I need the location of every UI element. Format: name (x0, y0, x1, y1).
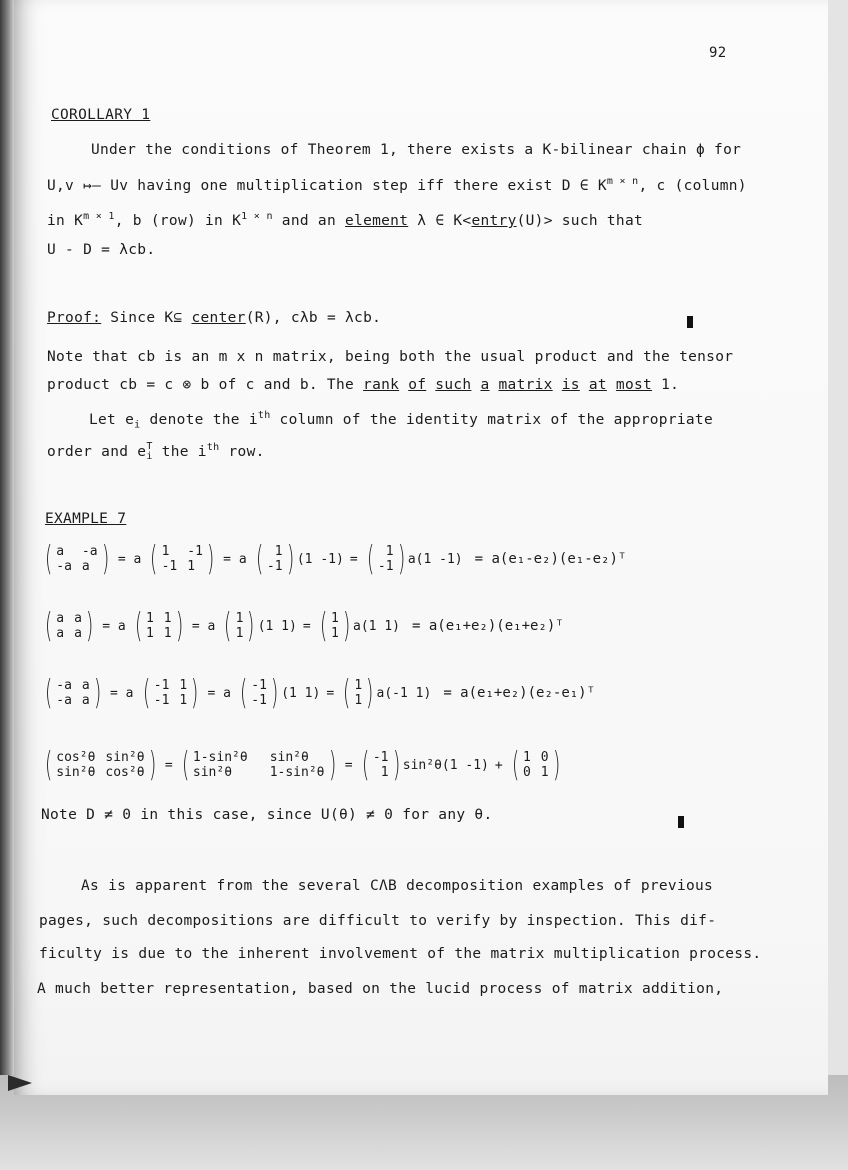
qed-mark-2 (678, 816, 684, 828)
qed-mark (687, 316, 693, 328)
corollary-line-3: in $K^{m \times 1}$, b (row) in $K^{1 \times n}$ and an element λ ∈ K<entry(U)> such that (47, 211, 644, 229)
proof-note-1: Note that cb is an m x n matrix, being both the usual product and the tensor (47, 349, 734, 365)
example-equation-4: ( cos²θ sin²θ sin²θ cos²θ ) = ( 1-sin²θ sin²θ sin²θ 1-sin²θ ) = ( -1 1 ) sin²θ(1 -1) + ( 1 0 0 1 ) (44, 745, 560, 785)
proof-order-line: order and e T i the $i^{th}$ row. (47, 441, 265, 462)
paragraph-line-3: ficulty is due to the inherent involvement of the matrix multiplication process. (39, 946, 762, 962)
example-equation-2: ( a a a a ) = a ( 1 1 1 1 ) = a ( 1 1 ) (1 1) = ( 1 1 ) a(1 1) = a(e₁+e₂)(e₁+e₂)ᵀ (44, 606, 564, 646)
column-vector-1b: ( 1 -1 ) (366, 539, 405, 579)
corollary-line-1: Under the conditions of Theorem 1, there exists a K-bilinear chain ϕ for (91, 142, 742, 158)
paragraph-line-4: A much better representation, based on the lucid process of matrix addition, (37, 981, 724, 997)
scan-left-edge (0, 0, 14, 1170)
paragraph-line-1: As is apparent from the several CΛB decomposition examples of previous (81, 878, 714, 894)
matrix-u1: ( a -a -a a ) (44, 539, 109, 579)
example-heading: EXAMPLE 7 (45, 511, 127, 527)
proof-note-2: product cb = c ⊗ b of c and b. The rank of such a matrix is at most 1. (47, 377, 680, 393)
column-vector-1: ( 1 -1 ) (255, 539, 294, 579)
corollary-heading: COROLLARY 1 (51, 107, 151, 123)
corollary-line-4: U - D = λcb. (47, 242, 156, 258)
page-sheet (14, 0, 828, 1095)
example-note: Note D ≠ 0 in this case, since U(θ) ≠ 0 for any θ. (41, 807, 493, 823)
example-equation-3: ( -a a -a a ) = a ( -1 1 -1 1 ) = a ( -1 -1 ) (1 1) = ( 1 1 ) a(-1 1) = a(e₁+e₂)(e₂-e₁)ᵀ (44, 673, 596, 713)
corollary-line-2: U,v ↦— Uv having one multiplication step iff there exist D ∈ $K^{m \times n}$, c (column) (47, 176, 747, 194)
example-equation-1: ( a -a -a a ) = a ( 1 -1 -1 1 ) = a ( 1 -1 ) (1 -1) = ( 1 -1 ) a(1 -1) = a(e₁-e₂)(e₁-e₂)ᵀ (42, 542, 626, 576)
scan-corner-mark (8, 1075, 32, 1091)
paragraph-line-2: pages, such decompositions are difficult to verify by inspection. This dif- (39, 913, 717, 929)
page-number: 92 (709, 45, 727, 61)
proof-line: Proof: Since K⊆ center(R), cλb = λcb. (47, 310, 382, 326)
matrix-unit-1: ( 1 -1 -1 1 ) (150, 539, 215, 579)
proof-let-line: Let $e_i$ denote the $i^{th}$ column of the identity matrix of the appropriate (89, 410, 713, 431)
